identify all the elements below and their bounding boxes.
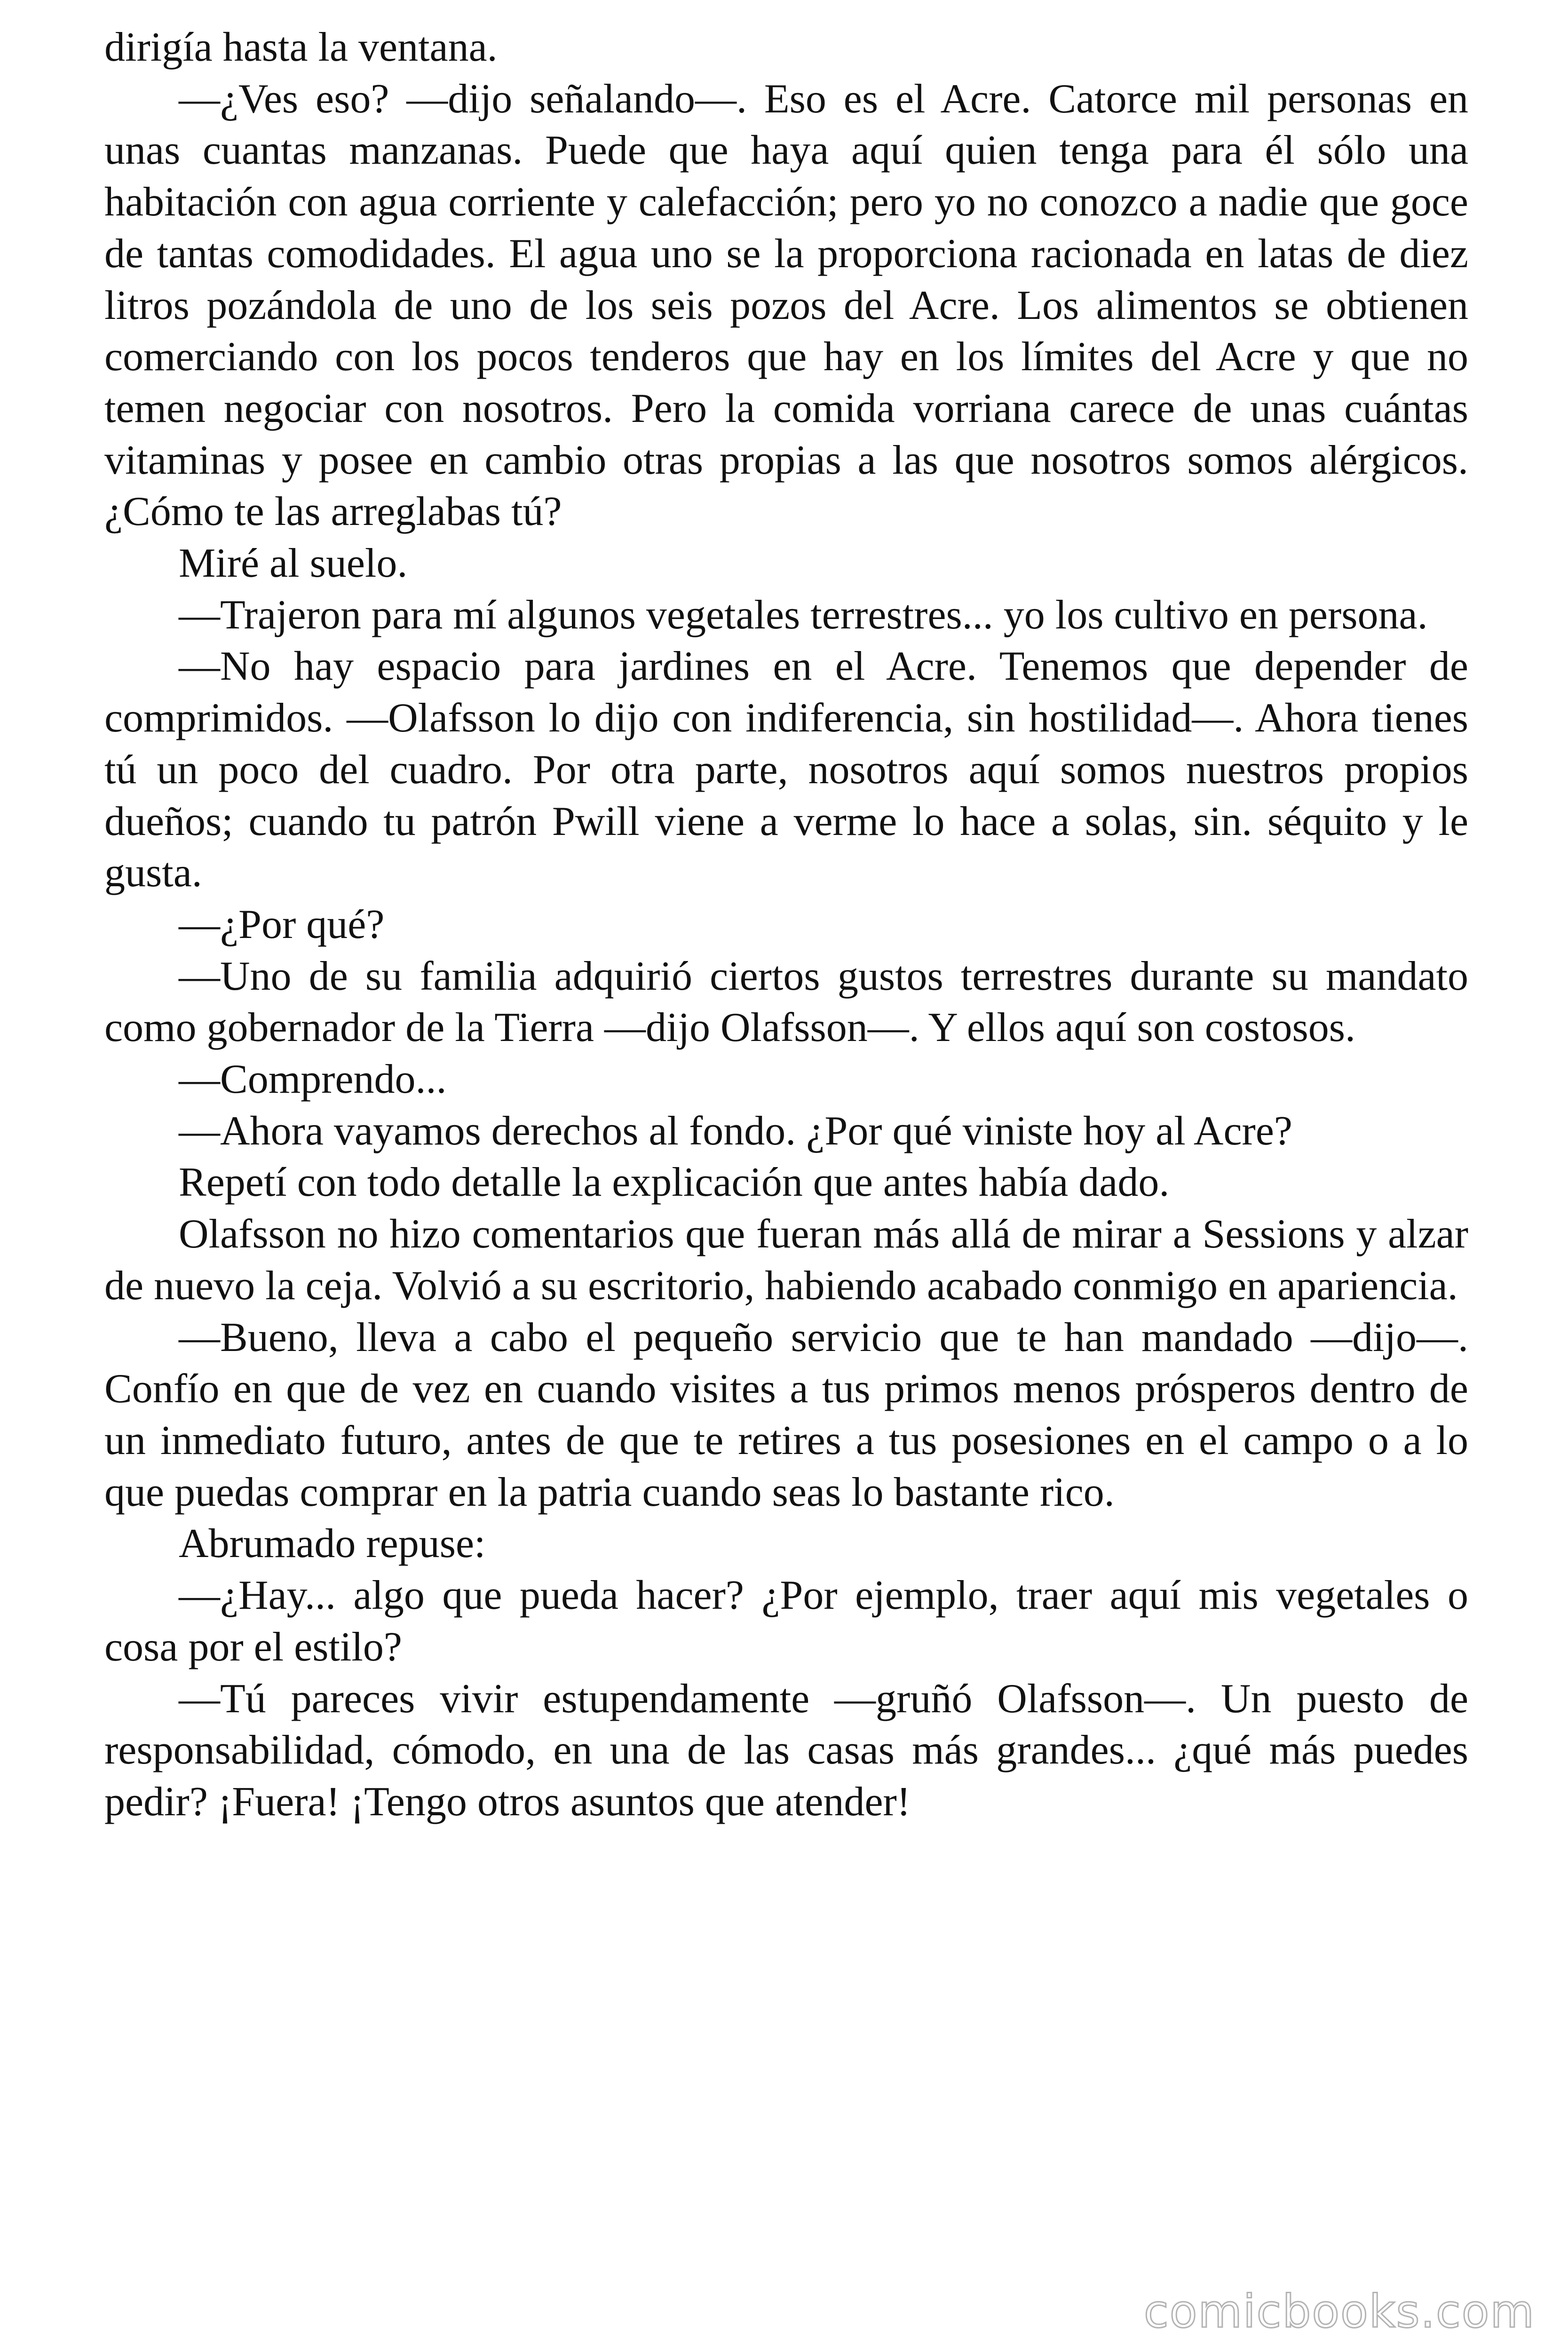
paragraph: Olafsson no hizo comentarios que fueran más allá de mirar a Sessions y alzar de nuevo la ceja. Volvió a su escritorio, habiendo acabado conmigo en apariencia. <box>104 1211 1468 1309</box>
paragraph: —Trajeron para mí algunos vegetales terrestres... yo los cultivo en persona. <box>179 592 1428 638</box>
paragraph: —¿Hay... algo que pueda hacer? ¿Por ejemplo, traer aquí mis vegetales o cosa por el estilo? <box>104 1573 1468 1670</box>
paragraph: dirigía hasta la ventana. <box>104 24 498 70</box>
paragraph: —Comprendo... <box>179 1057 447 1103</box>
paragraph: Repetí con todo detalle la explicación que antes había dado. <box>179 1160 1170 1206</box>
paragraph: —Tú pareces vivir estupendamente —gruñó Olafsson—. Un puesto de responsabilidad, cómodo, en una de las casas más grandes... ¿qué más puedes pedir? ¡Fuera! ¡Tengo otros asuntos que atender! <box>104 1676 1468 1825</box>
watermark: comicbooks.com <box>1143 2285 1535 2338</box>
paragraph: Miré al suelo. <box>179 540 408 587</box>
paragraph: —¿Por qué? <box>179 901 385 947</box>
paragraph: Abrumado repuse: <box>179 1521 486 1567</box>
paragraph: —No hay espacio para jardines en el Acre. Tenemos que depender de comprimidos. —Olafsson lo dijo con indiferencia, sin hostilidad—. Ahora tienes tú un poco del cuadro. Por otra parte, nosotros aquí somos nuestros propios dueños; cuando tu patrón Pwill viene a verme lo hace a solas, sin. séquito y le gusta. <box>104 644 1468 896</box>
paragraph: —Bueno, lleva a cabo el pequeño servicio que te han mandado —dijo—. Confío en que de vez en cuando visites a tus primos menos prósperos dentro de un inmediato futuro, antes de que te retires a tus posesiones en el campo o a lo que puedas comprar en la patria cuando seas lo bastante rico. <box>104 1314 1468 1515</box>
paragraph: —¿Ves eso? —dijo señalando—. Eso es el Acre. Catorce mil personas en unas cuantas manzanas. Puede que haya aquí quien tenga para él sólo una habitación con agua corriente y calefacción; pero yo no conozco a nadie que goce de tantas comodidades. El agua uno se la proporciona racionada en latas de diez litros pozándola de uno de los seis pozos del Acre. Los alimentos se obtienen comerciando con los pocos tenderos que hay en los límites del Acre y que no temen negociar con nosotros. Pero la comida vorriana carece de unas cuántas vitaminas y posee en cambio otras propias a las que nosotros somos alérgicos. ¿Cómo te las arreglabas tú? <box>104 76 1468 535</box>
body-text <box>104 22 1468 1828</box>
paragraph: —Uno de su familia adquirió ciertos gustos terrestres durante su mandato como gobernador de la Tierra —dijo Olafsson—. Y ellos aquí son costosos. <box>104 953 1468 1051</box>
paragraph: —Ahora vayamos derechos al fondo. ¿Por qué viniste hoy al Acre? <box>179 1108 1292 1154</box>
